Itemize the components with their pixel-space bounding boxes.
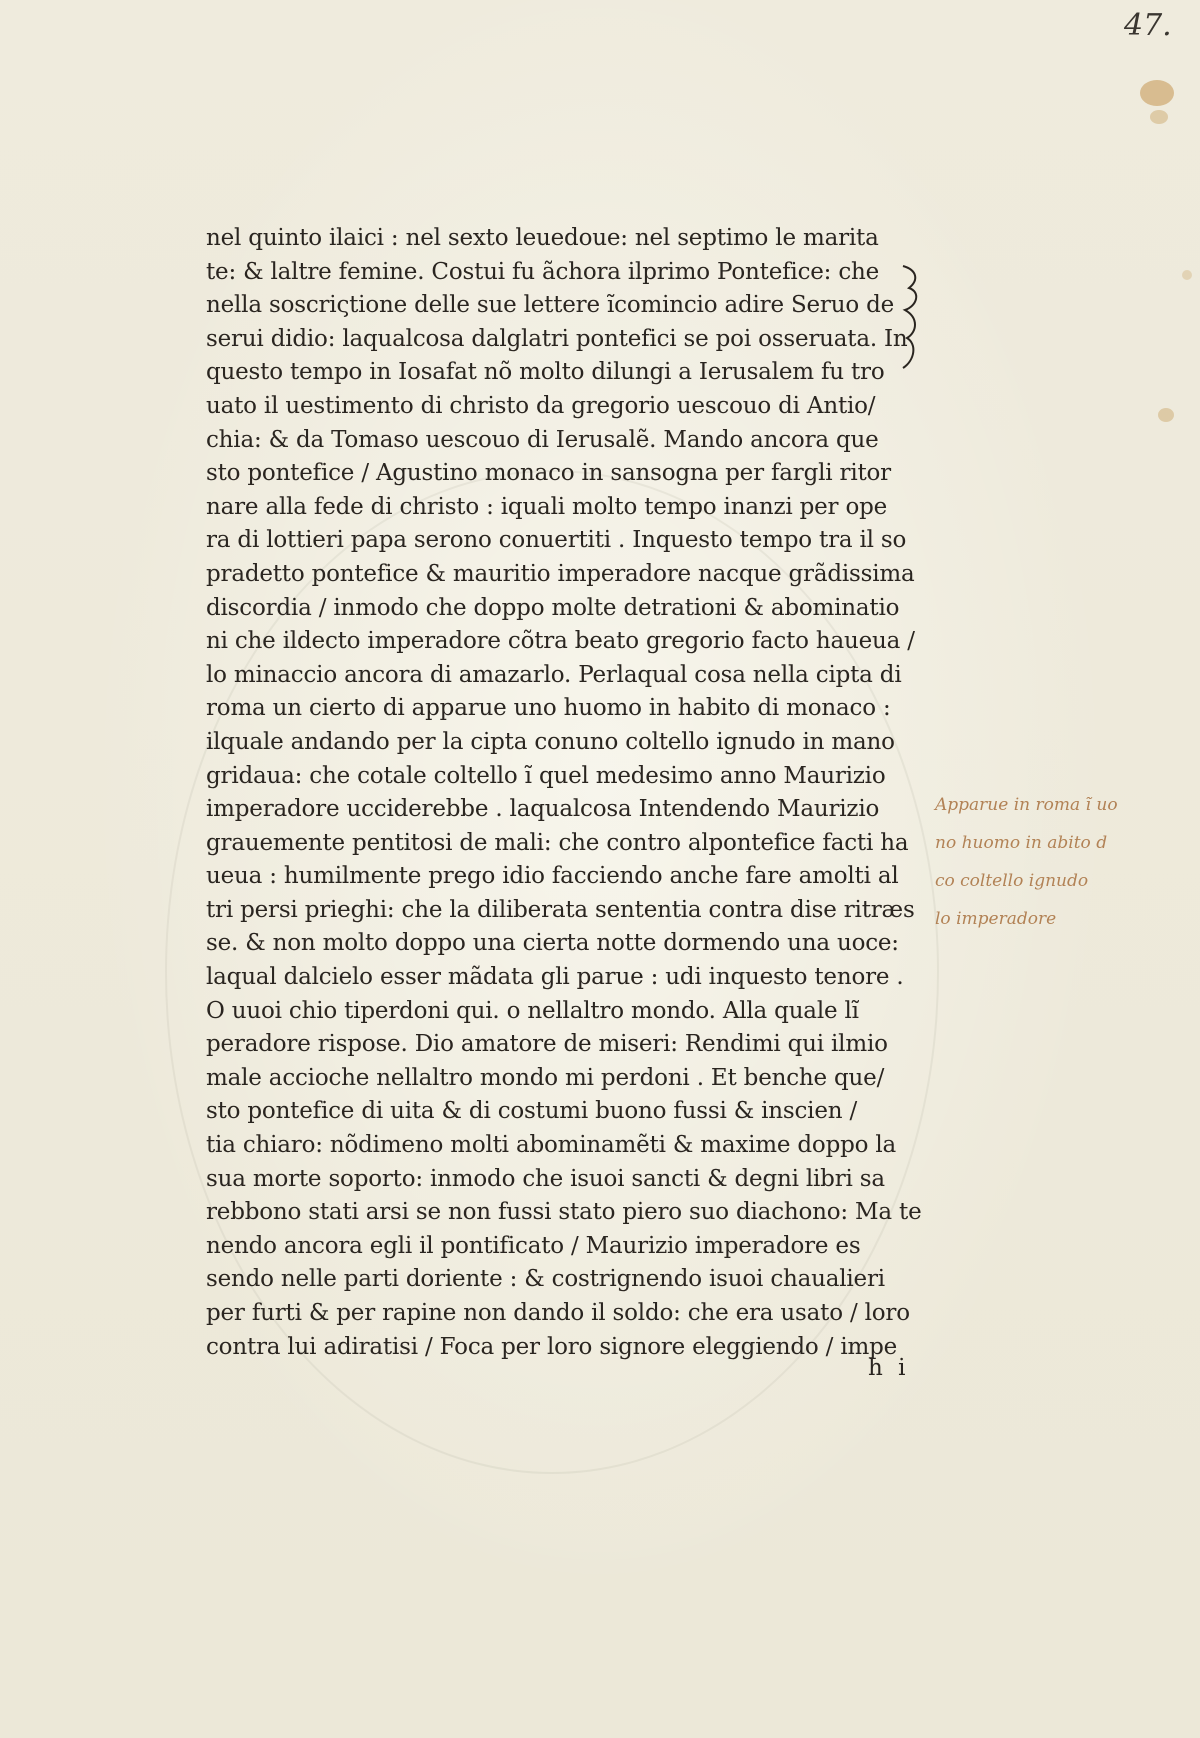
text-line: questo tempo in Iosafat nõ molto dilungi a Ierusalem fu tro <box>206 359 885 386</box>
text-line: contra lui adiratisi / Foca per loro signore eleggiendo / impe <box>206 1333 898 1360</box>
text-line: lo minaccio ancora di amazarlo. Perlaqual cosa nella cipta di <box>206 661 902 688</box>
text-line: imperadore ucciderebbe . laqualcosa Intendendo Maurizio <box>206 796 880 823</box>
text-line: nare alla fede di christo : iquali molto tempo inanzi per ope <box>206 493 888 520</box>
marginal-note-line: co coltello ignudo <box>935 871 1089 891</box>
folio-number: 47. <box>1124 8 1172 43</box>
text-line: nel quinto ilaici : nel sexto leuedoue: nel septimo le marita <box>206 225 879 251</box>
text-line: ra di lottieri papa serono conuertiti . Inquesto tempo tra il so <box>206 527 907 554</box>
text-line: ilquale andando per la cipta conuno coltello ignudo in mano <box>206 728 895 755</box>
text-line: nendo ancora egli il pontificato / Maurizio imperadore es <box>206 1232 861 1259</box>
text-line: te: & laltre femine. Costui fu ãchora ilprimo Pontefice: che <box>206 258 880 285</box>
text-column <box>206 222 922 1364</box>
text-line: chia: & da Tomaso uescouo di Ierusalẽ. Mando ancora que <box>206 426 879 453</box>
text-line: pradetto pontefice & mauritio imperadore nacque grãdissima <box>206 560 915 587</box>
text-line: discordia / inmodo che doppo molte detrationi & abominatio <box>206 594 900 621</box>
foxing-stain <box>1182 270 1192 280</box>
text-line: sto pontefice / Agustino monaco in sansogna per fargli ritor <box>206 460 891 487</box>
foxing-stain <box>1150 110 1168 124</box>
text-line: sendo nelle parti doriente : & costrignendo isuoi chaualieri <box>206 1266 885 1293</box>
text-line: ni che ildecto imperadore cõtra beato gregorio facto haueua / <box>206 628 915 655</box>
text-line: tri persi prieghi: che la diliberata sententia contra dise ritræs <box>206 896 915 923</box>
text-line: male accioche nellaltro mondo mi perdoni . Et benche que/ <box>206 1064 885 1091</box>
text-line: uato il uestimento di christo da gregorio uescouo di Antio/ <box>206 392 876 419</box>
text-line: peradore rispose. Dio amatore de miseri: Rendimi qui ilmio <box>206 1031 888 1058</box>
text-line: se. & non molto doppo una cierta notte dormendo una uoce: <box>206 930 899 957</box>
signature-mark: h i <box>868 1355 910 1381</box>
text-line: serui didio: laqualcosa dalglatri pontefici se poi osseruata. In <box>206 325 908 352</box>
marginal-note-line: no huomo in abito d <box>935 833 1108 853</box>
text-line: rebbono stati arsi se non fussi stato piero suo diachono: Ma te <box>206 1199 922 1226</box>
marginal-note-line: Apparue in roma ĩ uo <box>935 795 1118 815</box>
text-line: gridaua: che cotale coltello ĩ quel medesimo anno Maurizio <box>206 762 886 789</box>
text-line: grauemente pentitosi de mali: che contro alpontefice facti ha <box>206 829 909 856</box>
text-line: roma un cierto di apparue uno huomo in habito di monaco : <box>206 695 891 722</box>
text-line: nella soscriςtione delle sue lettere ĩcomincio adire Seruo de <box>206 292 895 319</box>
bracket-ink-mark <box>895 262 935 372</box>
text-line: sto pontefice di uita & di costumi buono fussi & inscien / <box>206 1098 858 1125</box>
foxing-stain <box>1158 408 1174 422</box>
text-line: per furti & per rapine non dando il soldo: che era usato / loro <box>206 1300 910 1326</box>
text-line: ueua : humilmente prego idio facciendo anche fare amolti al <box>206 863 899 890</box>
text-line: sua morte soporto: inmodo che isuoi sancti & degni libri sa <box>206 1165 885 1192</box>
foxing-stain <box>1140 80 1174 106</box>
text-line: tia chiaro: nõdimeno molti abominamẽti & maxime doppo la <box>206 1132 897 1159</box>
text-line: laqual dalcielo esser mãdata gli parue : udi inquesto tenore . <box>206 964 904 991</box>
marginal-note-line: lo imperadore <box>935 909 1057 929</box>
marginal-note <box>935 786 1197 938</box>
text-line: O uuoi chio tiperdoni qui. o nellaltro mondo. Alla quale lĩ <box>206 997 859 1024</box>
